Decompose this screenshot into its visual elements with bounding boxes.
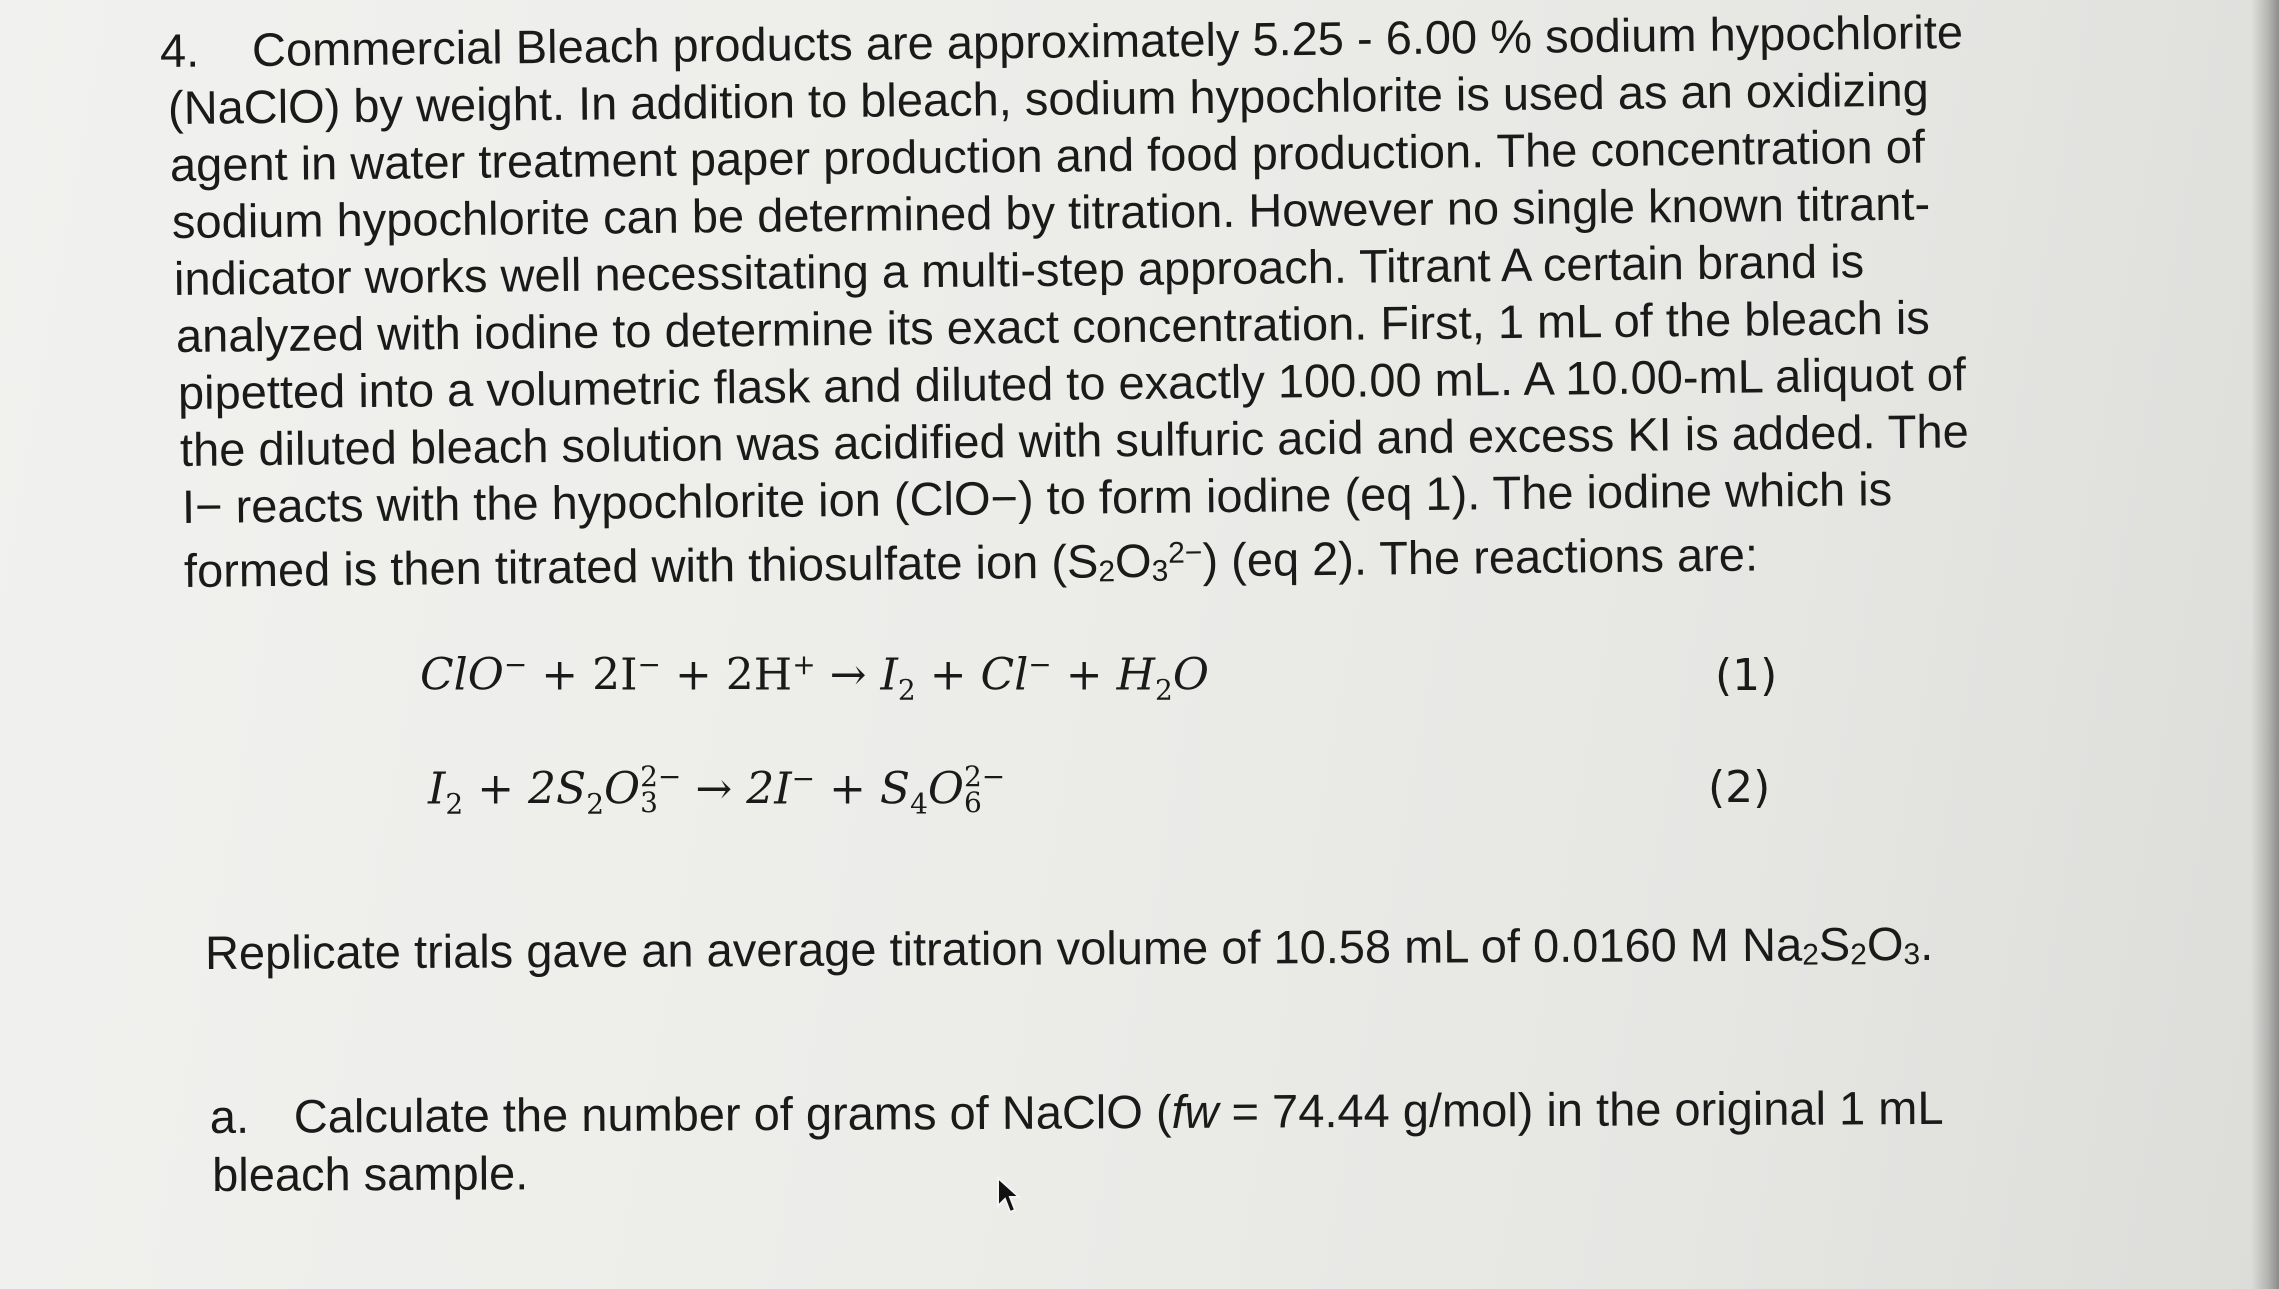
equation-1: $ClO^- + 2I^- + 2H^+ \to I_2 + Cl^- + H_2O$ [420, 648, 1209, 707]
problem-line-9: I− reacts with the hypochlorite ion (ClO−) to form iodine (eq 1). The iodine which is [181, 462, 1893, 533]
part-a-letter: a. [209, 1089, 250, 1143]
problem-line-2: (NaClO) by weight. In addition to bleach, sodium hypochlorite is used as an oxidizing [167, 62, 1930, 134]
problem-line-5: indicator works well necessitating a multi-step approach. Titrant A certain brand is [173, 234, 1865, 305]
problem-line-10: formed is then titrated with thiosulfate ion $(S2O3^{2-})$ (eq 2). The reactions are: [183, 527, 1759, 597]
problem-line-6: analyzed with iodine to determine its exact concentration. First, 1 mL of the bleach is [175, 290, 1931, 362]
part-a-question: a. Calculate the number of grams of NaClO (fw = 74.44 g/mol) in the original 1 mL bleach sample. [210, 1079, 1944, 1204]
mouse-pointer-icon [996, 1176, 1022, 1216]
part-a-line-2: bleach sample. [212, 1146, 529, 1201]
equation-2-label: (2) [1708, 762, 1771, 813]
problem-4-text [159, 5, 2060, 610]
problem-line-7: pipetted into a volumetric flask and diluted to exactly 100.00 mL. A 10.00-mL aliquot of [177, 347, 1967, 419]
problem-line-4: sodium hypochlorite can be determined by titration. However no single known titrant- [171, 176, 1931, 248]
problem-line-8: the diluted bleach solution was acidified with sulfuric acid and excess KI is added. The [179, 404, 1969, 476]
equation-1-label: (1) [1715, 650, 1778, 701]
page-edge-shadow [2251, 0, 2279, 1289]
problem-line-3: agent in water treatment paper production and food production. The concentration of [169, 119, 1926, 191]
problem-number: 4. [159, 23, 200, 77]
problem-line-1: 4. Commercial Bleach products are approximately 5.25 - 6.00 % sodium hypochlorite [159, 5, 1964, 77]
equation-2: $I_2 + 2S_2O$ 2− 3 → $2I^- + S_4O$ 2− 6 [428, 760, 1006, 821]
trials-statement: Replicate trials gave an average titration volume of 10.58 mL of 0.0160 M Na2S2O3. [204, 916, 1934, 979]
